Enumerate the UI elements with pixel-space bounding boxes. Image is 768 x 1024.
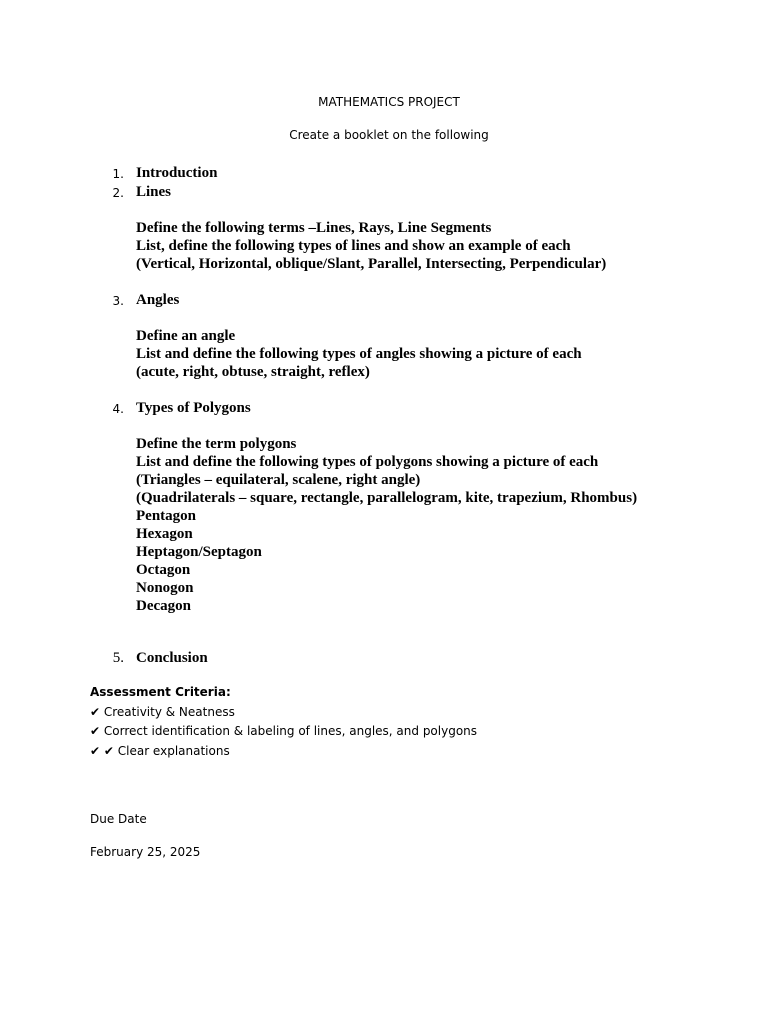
item-number-lines: 2.	[112, 186, 124, 200]
polygons-body-line: Heptagon/Septagon	[136, 544, 262, 560]
item-number-angles: 3.	[112, 294, 124, 308]
polygons-body-line: Pentagon	[136, 508, 196, 524]
heading-lines: Lines	[136, 184, 172, 200]
angles-body-line: (acute, right, obtuse, straight, reflex)	[136, 364, 370, 380]
item-number-conclusion: 5.	[112, 650, 124, 666]
polygons-body	[136, 435, 637, 615]
heading-introduction: Introduction	[136, 165, 218, 181]
polygons-body-line: Hexagon	[136, 526, 193, 542]
assessment-item: ✔ ✔ Clear explanations	[90, 743, 230, 758]
item-number-polygons: 4.	[112, 402, 124, 416]
document-subtitle: Create a booklet on the following	[289, 128, 489, 142]
polygons-body-line: (Triangles – equilateral, scalene, right angle)	[136, 472, 421, 488]
lines-body-line: Define the following terms –Lines, Rays, Line Segments	[136, 220, 492, 236]
assessment-item: ✔ Creativity & Neatness	[90, 704, 235, 719]
due-date-label: Due Date	[90, 812, 147, 826]
polygons-body-line: Nonogon	[136, 580, 194, 596]
item-number-introduction: 1.	[112, 167, 124, 181]
polygons-body-line: Octagon	[136, 562, 191, 578]
due-date-value: February 25, 2025	[90, 845, 201, 859]
lines-body-line: List, define the following types of lines and show an example of each	[136, 238, 571, 254]
heading-angles: Angles	[136, 292, 180, 308]
polygons-body-line: Define the term polygons	[136, 436, 297, 452]
polygons-body-line: List and define the following types of polygons showing a picture of each	[136, 454, 599, 470]
polygons-body-line: (Quadrilaterals – square, rectangle, parallelogram, kite, trapezium, Rhombus)	[136, 490, 638, 506]
lines-body	[136, 219, 606, 273]
assessment-item: ✔ Correct identification & labeling of lines, angles, and polygons	[90, 724, 478, 738]
heading-conclusion: Conclusion	[136, 650, 208, 666]
polygons-body-line: Decagon	[136, 598, 191, 614]
assessment-criteria	[90, 683, 477, 761]
assessment-heading: Assessment Criteria:	[90, 685, 231, 699]
angles-body-line: List and define the following types of angles showing a picture of each	[136, 346, 582, 362]
angles-body	[136, 327, 582, 381]
angles-body-line: Define an angle	[136, 328, 236, 344]
document-title: MATHEMATICS PROJECT	[318, 95, 460, 109]
lines-body-line: (Vertical, Horizontal, oblique/Slant, Parallel, Intersecting, Perpendicular)	[136, 256, 607, 272]
heading-polygons: Types of Polygons	[136, 400, 251, 416]
